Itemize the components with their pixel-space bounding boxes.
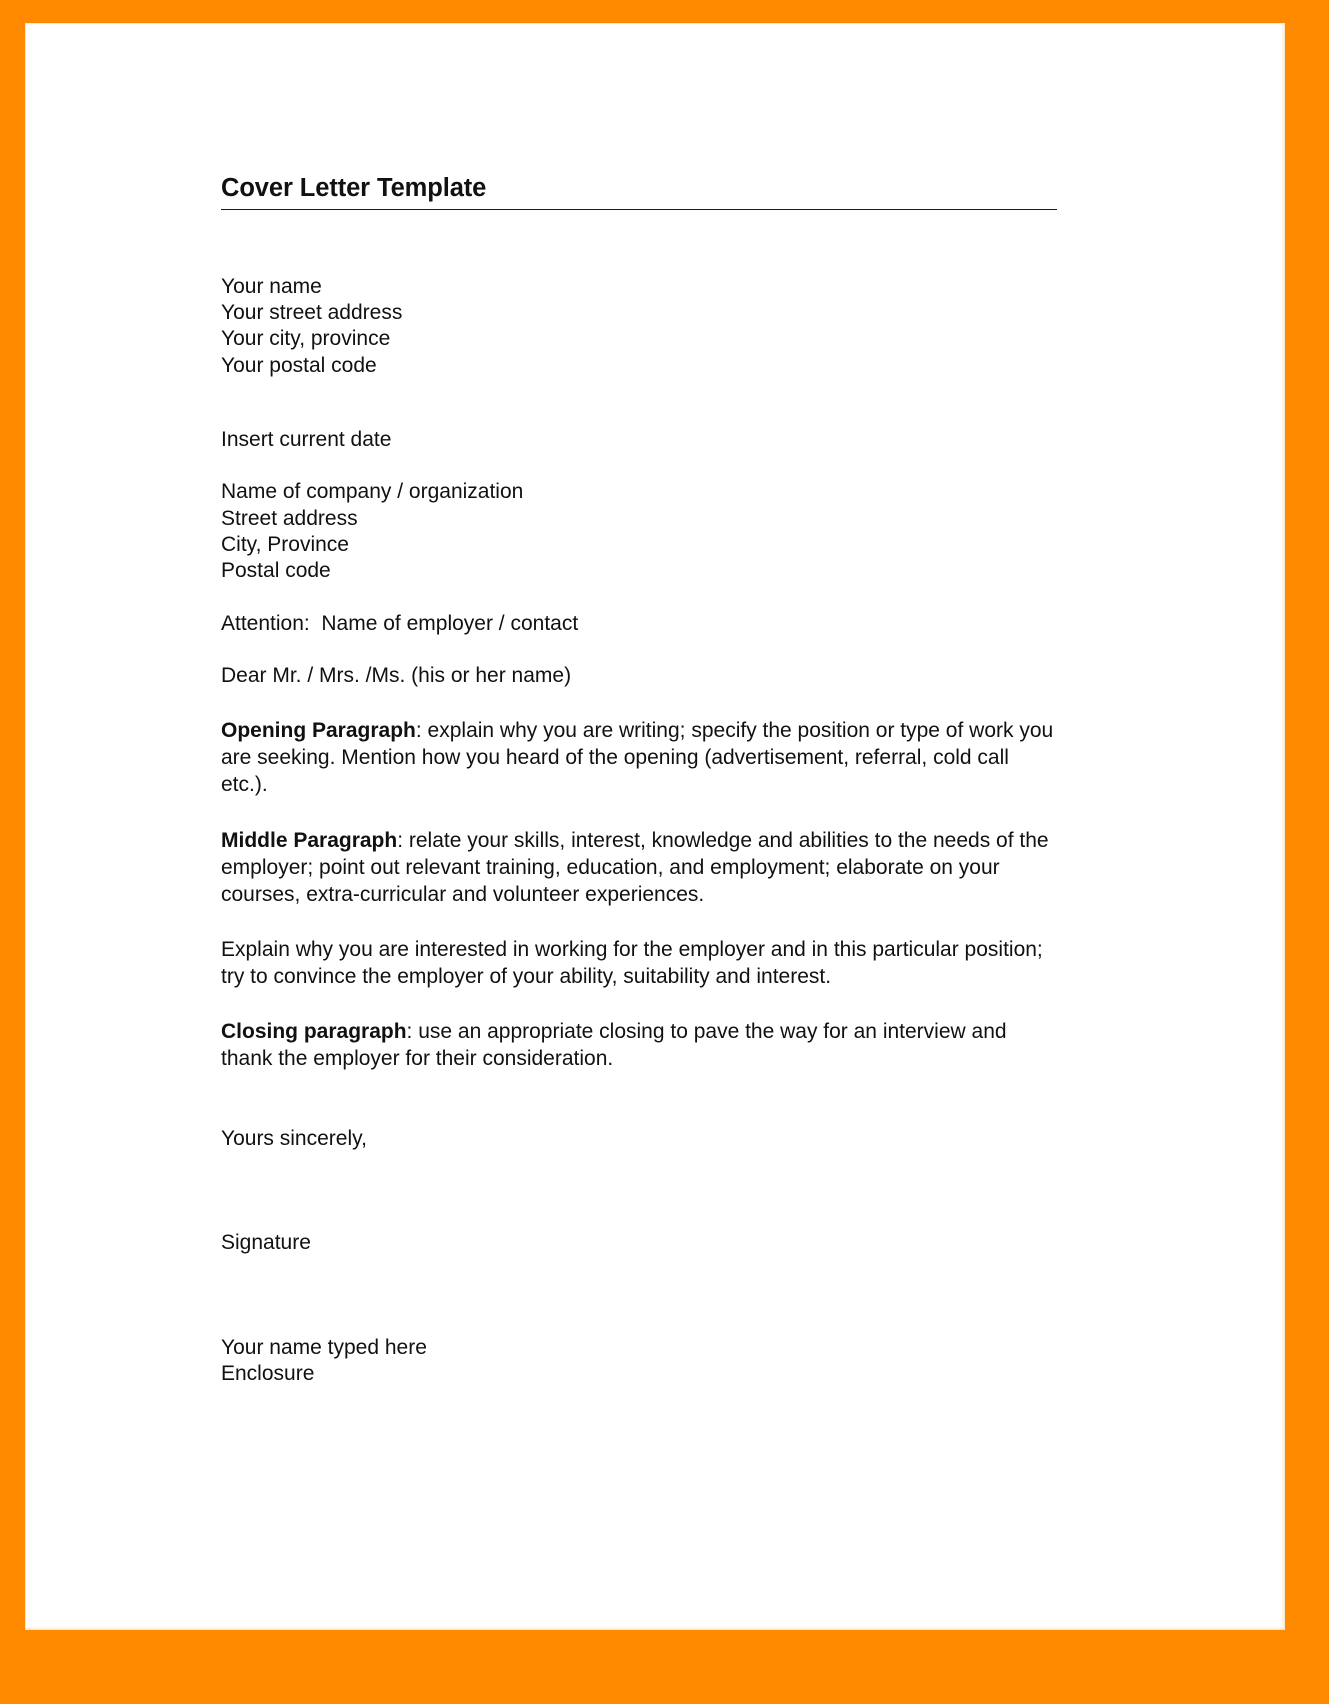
recipient-line-company: Name of company / organization [221,480,524,504]
letter-content [221,174,1061,1387]
middle-paragraph-body: : relate your skills, interest, knowledge and abilities to the needs of the employer; point out relevant training, education, and employment; elaborate on your courses, extra-curricular and volunteer experiences. [221,828,1049,906]
sender-address-block [221,274,1061,379]
complimentary-close [221,1126,1061,1152]
recipient-line-postal: Postal code [221,559,331,583]
attention-line-text: Attention: Name of employer / contact [221,611,579,635]
opening-paragraph-body: : explain why you are writing; specify the position or type of work you are seeking. Mention how you heard of the opening (advertisement, referral, cold call etc.). [221,719,1054,797]
spacer-before-complimentary-close [221,1072,1061,1126]
closing-paragraph-body: : use an appropriate closing to pave the way for an interview and thank the employer for their consideration. [221,1019,1007,1071]
spacer-before-salutation [221,637,1061,663]
salutation-text: Dear Mr. / Mrs. /Ms. (his or her name) [221,663,572,687]
complimentary-close-text: Yours sincerely, [221,1127,367,1151]
attention-line [221,611,1061,637]
opening-paragraph-lead: Opening Paragraph [221,719,416,743]
spacer-before-attention [221,585,1061,611]
date-line [221,427,1061,453]
sender-line-city: Your city, province [221,327,391,351]
opening-paragraph [221,717,1061,798]
signature-label-text: Signature [221,1231,311,1255]
spacer-before-interest-paragraph [221,908,1061,936]
typed-name-line: Your name typed here [221,1335,427,1359]
sender-line-name: Your name [221,274,322,298]
enclosure-line: Enclosure [221,1362,315,1386]
interest-paragraph-body: Explain why you are interested in working for the employer and in this particular position; try to convince the employer of your ability, suitability and interest. [221,937,1043,988]
recipient-line-street: Street address [221,506,358,530]
sender-line-street: Your street address [221,300,403,324]
spacer-before-signature [221,1152,1061,1230]
date-line-text: Insert current date [221,427,392,451]
spacer-signature-space [221,1257,1061,1335]
spacer-before-opening-paragraph [221,689,1061,717]
closing-paragraph [221,1018,1061,1072]
sender-line-postal: Your postal code [221,353,377,377]
spacer-before-middle-paragraph [221,799,1061,827]
salutation-line [221,663,1061,689]
spacer-before-date [221,379,1061,427]
signature-label [221,1230,1061,1256]
typed-name-block [221,1335,1061,1388]
middle-paragraph-lead: Middle Paragraph [221,828,398,852]
closing-paragraph-lead: Closing paragraph [221,1019,407,1043]
interest-paragraph [221,936,1061,990]
document-page [26,24,1284,1629]
middle-paragraph [221,827,1061,908]
page-title: Cover Letter Template [221,174,487,202]
recipient-address-block [221,479,1061,584]
recipient-line-city: City, Province [221,532,349,556]
spacer-before-recipient [221,453,1061,479]
spacer-before-closing-paragraph [221,990,1061,1018]
spacer-after-title [221,210,1061,274]
